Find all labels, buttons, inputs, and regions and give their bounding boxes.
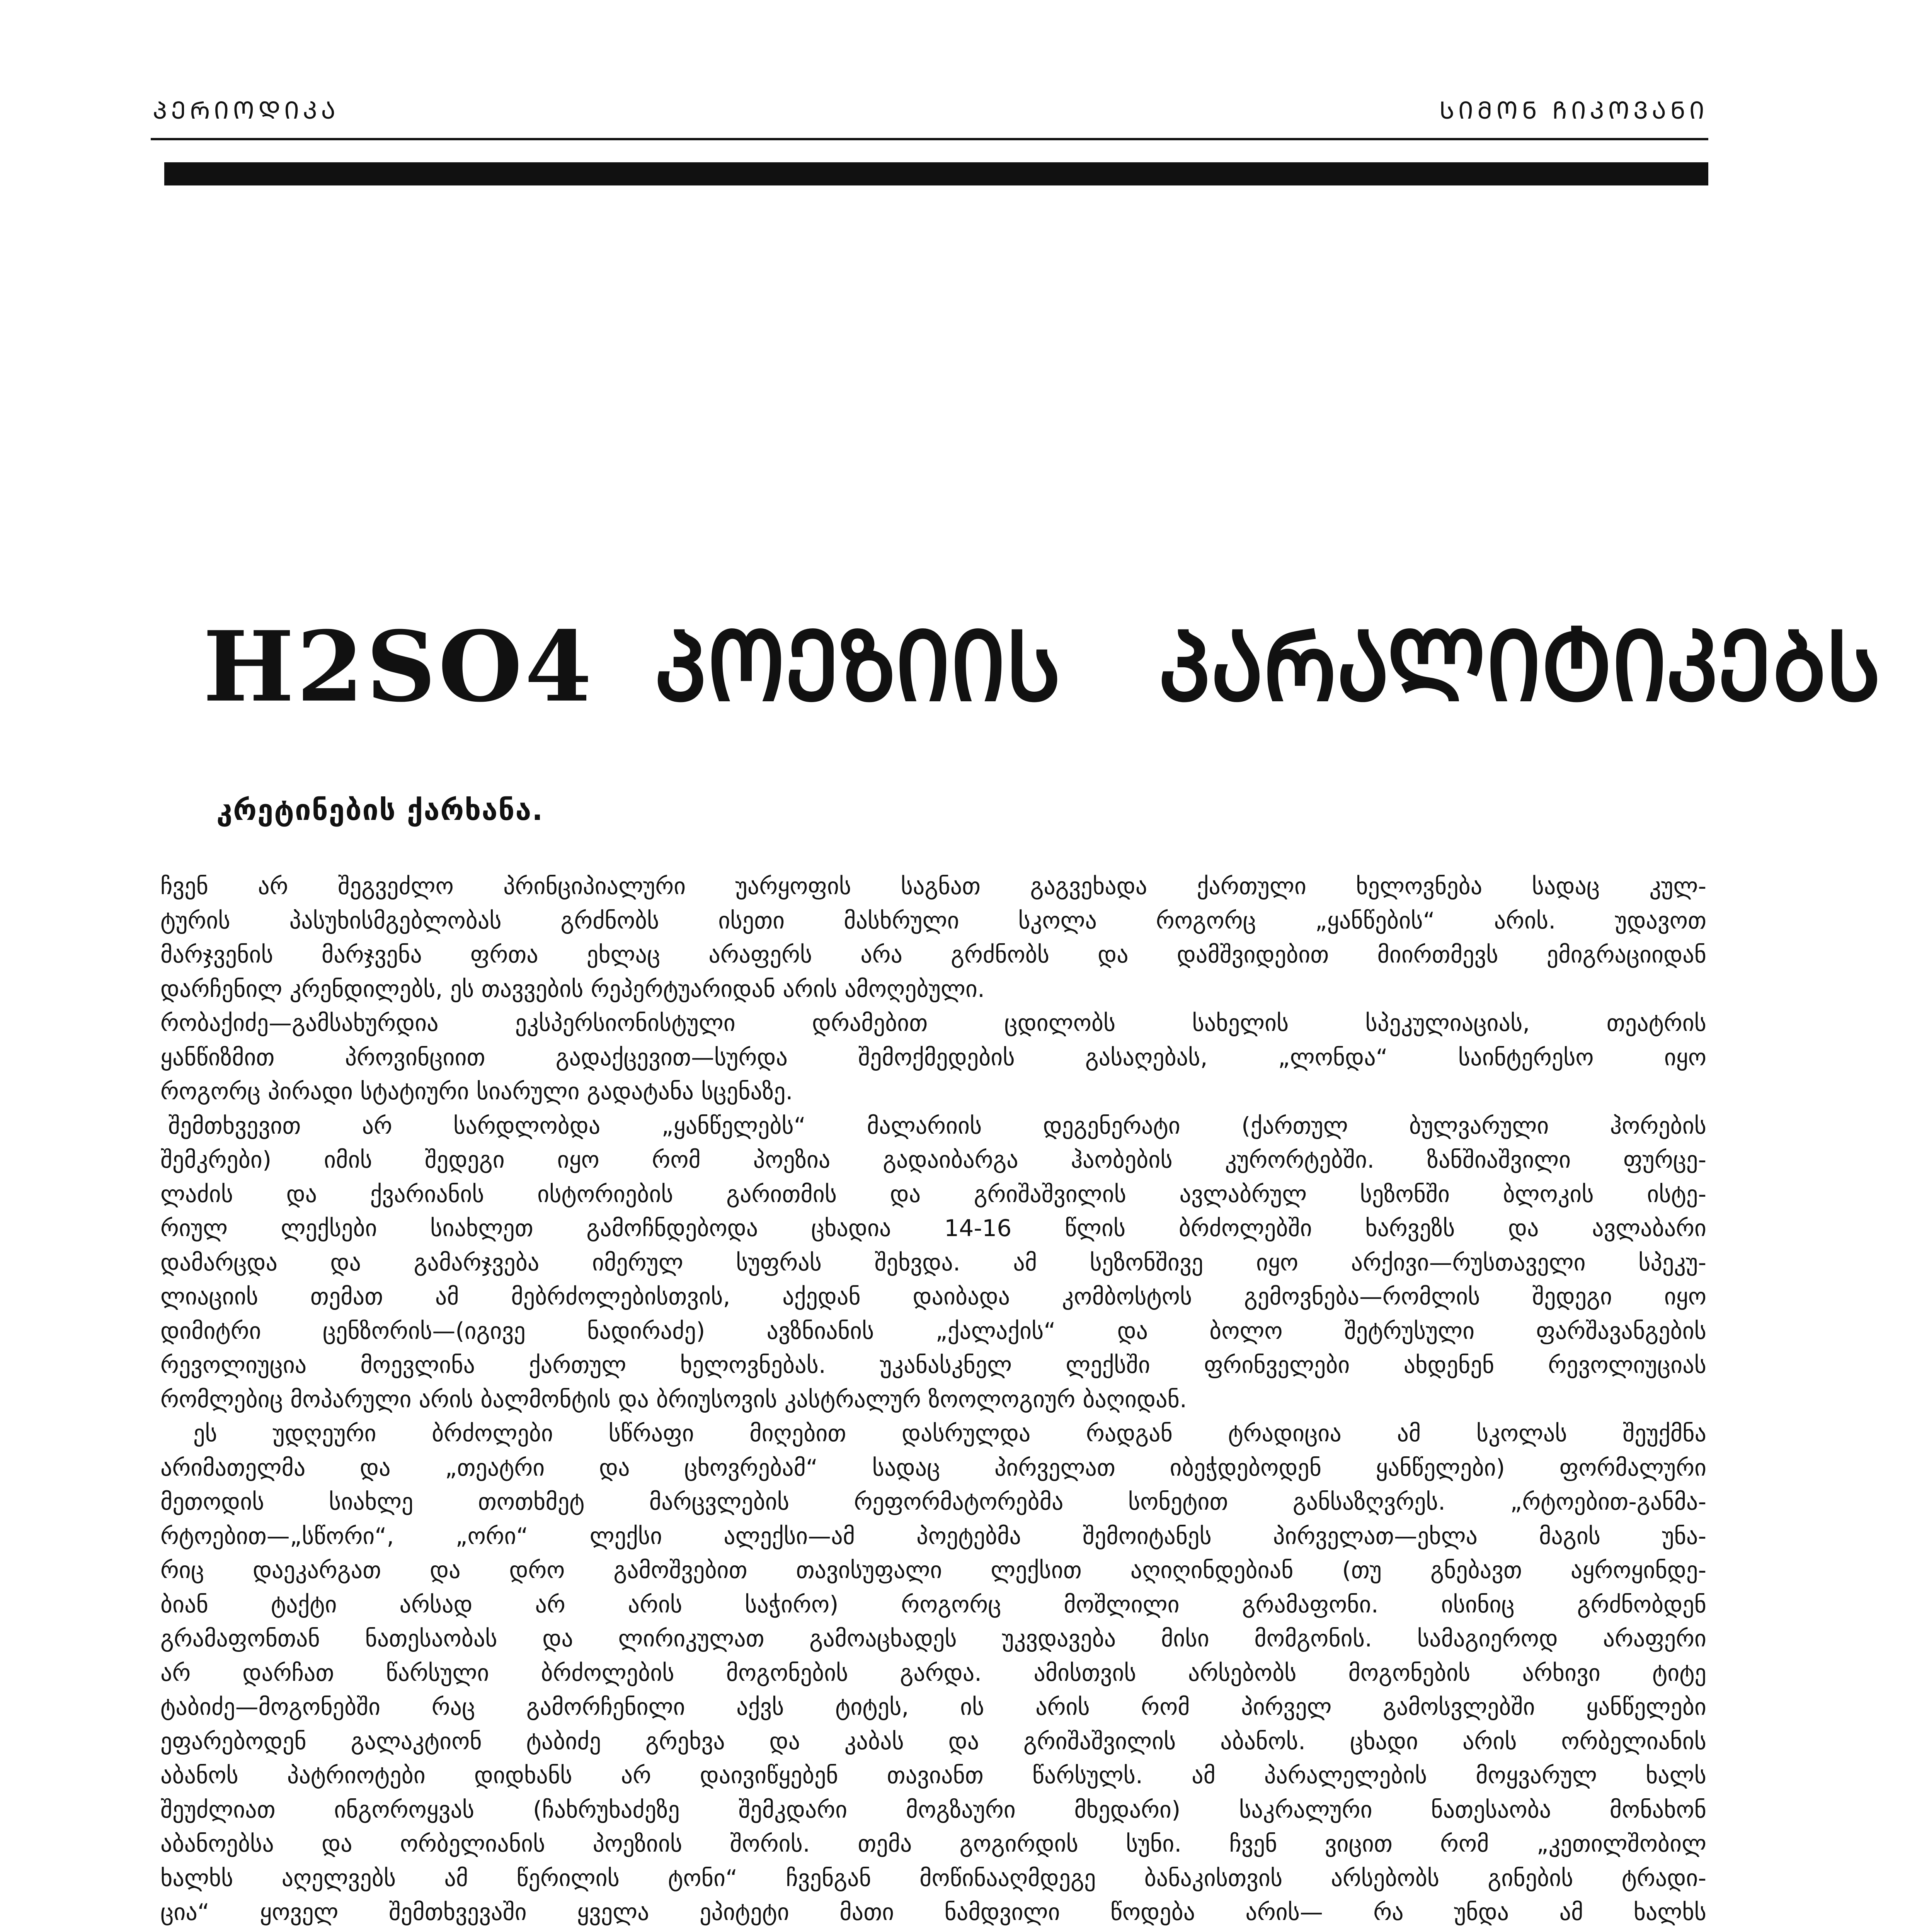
body-line: შემთხვევით არ სარდლობდა „ყანწელებს“ მალარიის დეგენერატი (ქართულ ბულვარული ჰორების: [168, 1112, 1706, 1139]
body-line: მეთოდის სიახლე თოთხმეტ მარცვლების რეფორმატორებმა სონეტით განსაზღვრეს. „რტოებით-განმა-: [160, 1488, 1706, 1515]
body-line: რიულ ლექსები სიახლეთ გამოჩნდებოდა ცხადია 14-16 წლის ბრძოლებში ხარვეზს და ავლაბარი: [160, 1215, 1706, 1242]
body-line: დიმიტრი ცენზორის—(იგივე ნადირაძე) ავზნიანის „ქალაქის“ და ბოლო შეტრუსული ფარშავანგების: [160, 1317, 1706, 1345]
body-line: ეს უდღეური ბრძოლები სწრაფი მიღებით დასრულდა რადგან ტრადიცია ამ სკოლას შეუქმნა: [193, 1420, 1706, 1447]
title-word: ᲞᲐᲠᲐᲚᲘᲢᲘᲙᲔᲑᲡ: [1158, 610, 1881, 723]
running-header-right: ᲡᲘᲛᲝᲜ ᲩᲘᲙᲝᲕᲐᲜᲘ: [1439, 96, 1708, 124]
body-line: ცია“ ყოველ შემთხვევაში ყველა ეპიტეტი მათი ნამდვილი წოდება არის— რა უნდა ამ ხალხს: [160, 1899, 1706, 1926]
body-line: შეუძლიათ ინგოროყვას (ჩახრუხაძეზე შემკდარი მოგზაური მხედარი) საკრალური ნათესაობა მონახონ: [160, 1796, 1706, 1823]
article-body: [160, 869, 1706, 1932]
body-line: დარჩენილ კრენდილებს, ეს თავვების რეპერტუარიდან არის ამოღებული.: [160, 975, 985, 1003]
title-word: ᲞᲝᲔᲖᲘᲘᲡ: [654, 610, 1061, 723]
body-line: ყანწიზმით პროვინციით გადაქცევით—სურდა შემოქმედების გასაღებას, „ლონდა“ საინტერესო იყო: [160, 1044, 1706, 1071]
body-line: დამარცდა და გამარჯვება იმერულ სუფრას შეხვდა. ამ სეზონშივე იყო არქივი—რუსთაველი სპეკუ-: [160, 1249, 1706, 1276]
running-header-left: ᲞᲔᲠᲘᲝᲓᲘᲙᲐ: [153, 96, 339, 124]
body-line: მარჯვენის მარჯვენა ფრთა ეხლაც არაფერს არა გრძნობს და დამშვიდებით მიირთმევს ემიგრაციიდან: [160, 941, 1706, 968]
title-code: H2SO4: [203, 610, 594, 723]
header-rule-thick: [164, 162, 1708, 185]
body-line: ბიან ტაქტი არსად არ არის საჭირო) როგორც მოშლილი გრამაფონი. ისინიც გრძნობდენ: [160, 1591, 1706, 1618]
header-rule-thin: [151, 138, 1708, 140]
body-line: როგორც პირადი სტატიური სიარული გადატანა სცენაზე.: [160, 1078, 793, 1105]
body-line: რევოლიუცია მოევლინა ქართულ ხელოვნებას. უკანასკნელ ლექსში ფრინველები ახდენენ რევოლიუციას: [160, 1352, 1706, 1379]
body-line: რიც დაეკარგათ და დრო გამოშვებით თავისუფალი ლექსით აღიღინდებიან (თუ გნებავთ აყროყინდე-: [160, 1557, 1706, 1584]
body-line: ხალხს აღელვებს ამ წერილის ტონი“ ჩვენგან მოწინააღმდეგე ბანაკისთვის არსებობს გინების ტრადი-: [160, 1864, 1706, 1892]
body-line: შემკრები) იმის შედეგი იყო რომ პოეზია გადაიბარგა ჰაობების კურორტებში. ზანშიაშვილი ფურცე-: [160, 1146, 1706, 1173]
body-line: ლიაციის თემათ ამ მებრძოლებისთვის, აქედან დაიბადა კომბოსტოს გემოვნება—რომლის შედეგი იყო: [160, 1283, 1706, 1310]
body-line: რომლებიც მოპარული არის ბალმონტის და ბრიუსოვის კასტრალურ ზოოლოგიურ ბაღიდან.: [160, 1386, 1187, 1413]
body-line: ლაძის და ქვარიანის ისტორიების გარითმის და გრიშაშვილის ავლაბრულ სეზონში ბლოკის ისტე-: [160, 1180, 1706, 1208]
body-line: ჩვენ არ შეგვეძლო პრინციპიალური უარყოფის საგნათ გაგვეხადა ქართული ხელოვნება სადაც კულ-: [160, 873, 1706, 900]
body-line: [160, 1930, 1706, 1932]
body-line: გრამაფონთან ნათესაობას და ლირიკულათ გამოაცხადეს უკვდავება მისი მომგონის. სამაგიეროდ არაფერი: [160, 1625, 1706, 1652]
body-line: ტაბიძე—მოგონებში რაც გამორჩენილი აქვს ტიტეს, ის არის რომ პირველ გამოსვლებში ყანწელები: [160, 1694, 1706, 1721]
body-line: ტურის პასუხისმგებლობას გრძნობს ისეთი მასხრული სკოლა როგორც „ყანწების“ არის. უდავოთ: [160, 907, 1706, 934]
body-line: აბანოებსა და ორბელიანის პოეზიის შორის. თემა გოგირდის სუნი. ჩვენ ვიცით რომ „კეთილშობილ: [160, 1830, 1706, 1857]
body-line: რობაქიძე—გამსახურდია ეკსპერსიონისტული დრამებით ცდილობს სახელის სპეკულიაციას, თეატრის: [160, 1010, 1706, 1037]
article-subtitle: კრეტინების ქარხანა.: [216, 794, 544, 827]
body-line: რტოებით—„სწორი“, „ორი“ ლექსი ალექსი—ამ პოეტებმა შემოიტანეს პირველათ—ეხლა მაგის უნა-: [160, 1522, 1706, 1550]
body-line: არიმათელმა და „თეატრი და ცხოვრებამ“ სადაც პირველათ იბეჭდებოდენ ყანწელები) ფორმალური: [160, 1454, 1706, 1481]
body-line: ეფარებოდენ გალაკტიონ ტაბიძე გრეხვა და კაბას და გრიშაშვილის აბანოს. ცხადი არის ორბელიანის: [160, 1728, 1706, 1755]
body-line: აბანოს პატრიოტები დიდხანს არ დაივიწყებენ თავიანთ წარსულს. ამ პარალელების მოყვარულ ხალს: [160, 1762, 1706, 1789]
article-title: [203, 610, 1881, 746]
body-line: არ დარჩათ წარსული ბრძოლების მოგონების გარდა. ამისთვის არსებობს მოგონების არხივი ტიტე: [160, 1659, 1706, 1687]
